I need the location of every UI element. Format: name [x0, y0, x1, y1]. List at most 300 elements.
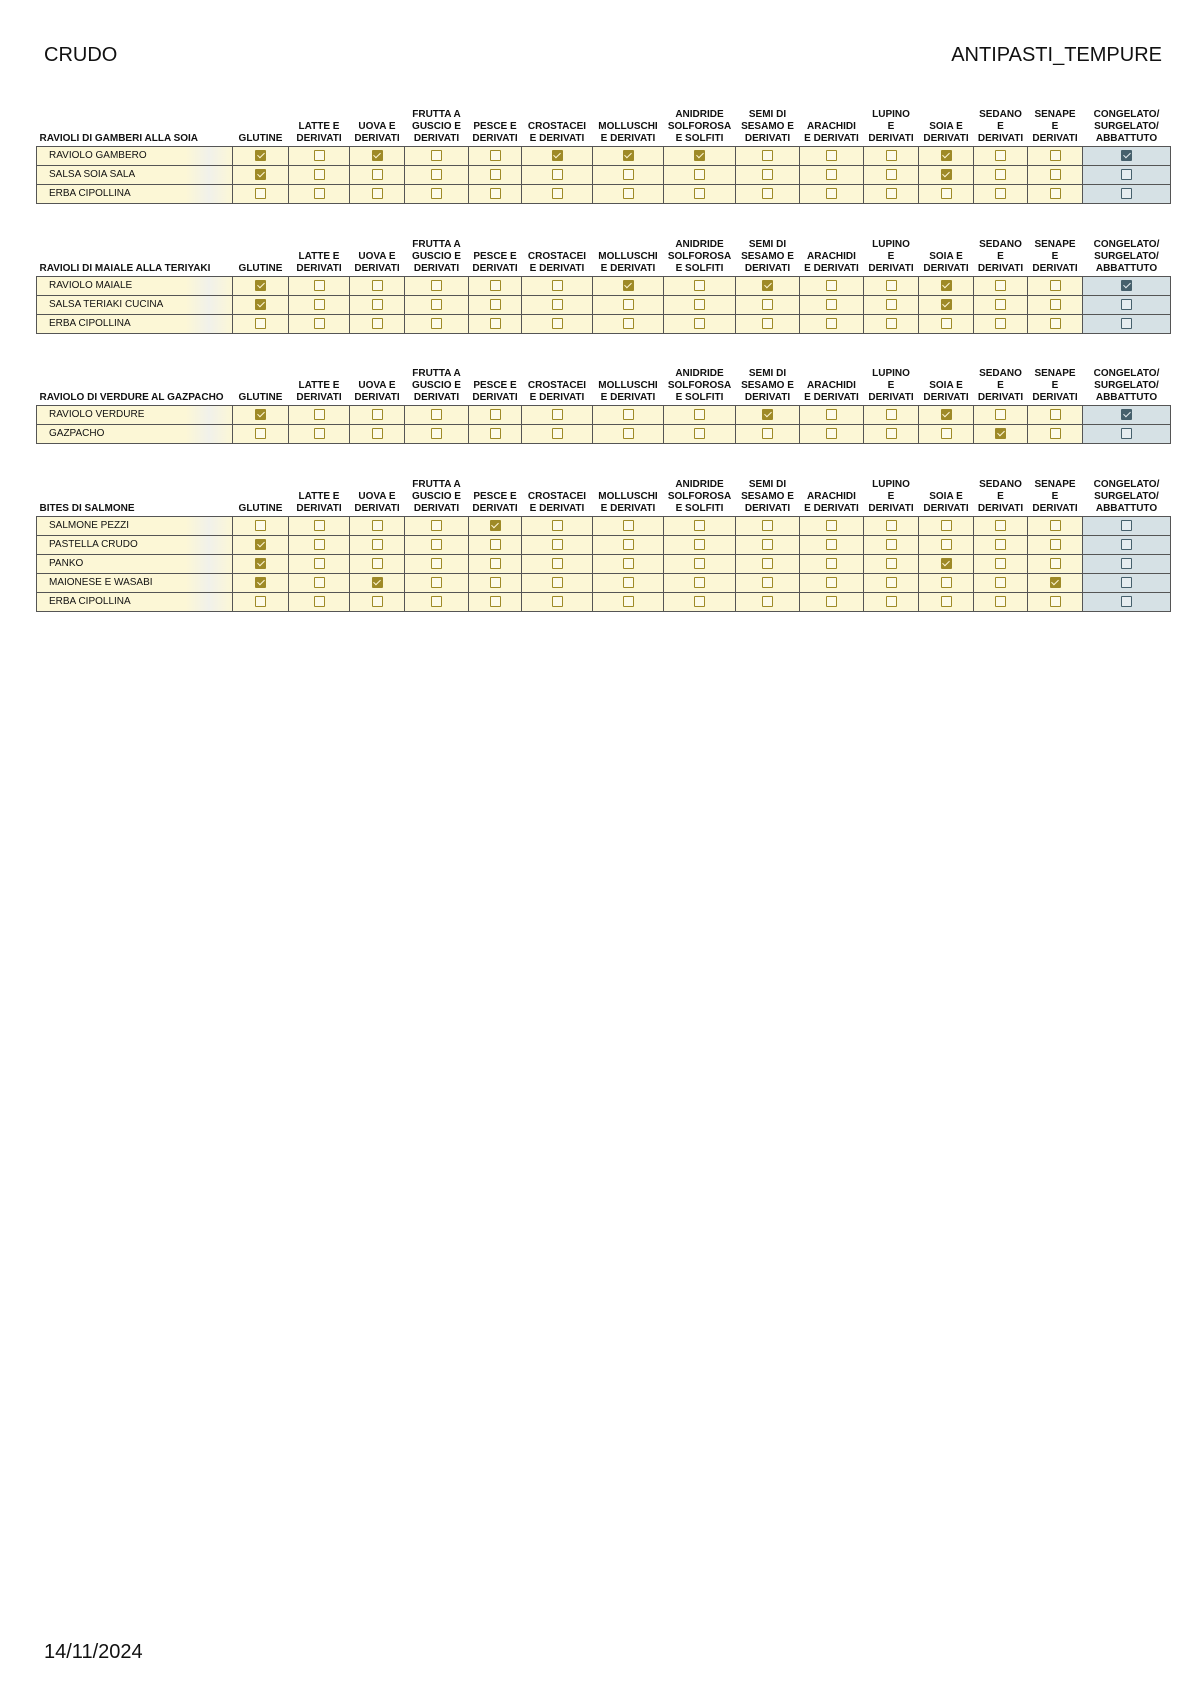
checked-checkbox[interactable]: [762, 409, 773, 420]
allergen-column-header: SENAPE E DERIVATI: [1032, 367, 1078, 403]
unchecked-checkbox[interactable]: [314, 520, 325, 531]
allergen-cell: [593, 314, 664, 333]
allergen-cell: [1028, 165, 1083, 184]
allergen-cell: [800, 276, 864, 295]
allergen-column-header: CONGELATO/ SURGELATO/ ABBATTUTO: [1093, 367, 1160, 403]
unchecked-checkbox[interactable]: [623, 577, 634, 588]
unchecked-checkbox[interactable]: [762, 299, 773, 310]
checked-checkbox[interactable]: [255, 169, 266, 180]
unchecked-checkbox[interactable]: [314, 280, 325, 291]
allergen-column-header: ARACHIDI E DERIVATI: [804, 490, 859, 514]
allergen-cell: [664, 424, 736, 443]
unchecked-checkbox[interactable]: [941, 539, 952, 550]
unchecked-checkbox[interactable]: [255, 520, 266, 531]
allergen-cell: [522, 184, 593, 203]
allergen-column-header: MOLLUSCHI E DERIVATI: [598, 250, 658, 274]
unchecked-checkbox[interactable]: [886, 169, 897, 180]
unchecked-checkbox[interactable]: [552, 280, 563, 291]
unchecked-checkbox[interactable]: [826, 280, 837, 291]
unchecked-checkbox[interactable]: [372, 299, 383, 310]
allergen-cell: [1083, 165, 1171, 184]
allergen-cell: [593, 592, 664, 611]
unchecked-checkbox[interactable]: [826, 577, 837, 588]
allergen-cell: [864, 405, 919, 424]
unchecked-checkbox[interactable]: [886, 150, 897, 161]
unchecked-checkbox[interactable]: [623, 299, 634, 310]
allergen-cell: [469, 276, 522, 295]
unchecked-checkbox[interactable]: [372, 520, 383, 531]
allergen-cell: [233, 295, 289, 314]
allergen-cell: [522, 573, 593, 592]
allergen-cell: [405, 573, 469, 592]
checked-checkbox[interactable]: [255, 577, 266, 588]
allergen-cell: [919, 535, 974, 554]
allergen-cell: [919, 573, 974, 592]
unchecked-checkbox[interactable]: [372, 428, 383, 439]
unchecked-checkbox[interactable]: [886, 577, 897, 588]
allergen-cell: [664, 314, 736, 333]
allergen-column-header: UOVA E DERIVATI: [354, 250, 400, 274]
unchecked-checkbox[interactable]: [762, 428, 773, 439]
allergen-cell: [736, 276, 800, 295]
unchecked-checkbox[interactable]: [694, 169, 705, 180]
unchecked-checkbox[interactable]: [1050, 299, 1061, 310]
allergen-cell: [1083, 295, 1171, 314]
checked-checkbox[interactable]: [694, 150, 705, 161]
unchecked-checkbox[interactable]: [552, 520, 563, 531]
allergen-cell: [289, 295, 350, 314]
unchecked-checkbox[interactable]: [552, 428, 563, 439]
unchecked-checkbox[interactable]: [1121, 318, 1132, 329]
unchecked-checkbox[interactable]: [314, 318, 325, 329]
unchecked-checkbox[interactable]: [995, 318, 1006, 329]
unchecked-checkbox[interactable]: [995, 409, 1006, 420]
unchecked-checkbox[interactable]: [886, 280, 897, 291]
checked-checkbox[interactable]: [552, 150, 563, 161]
allergen-cell: [864, 184, 919, 203]
allergen-cell: [289, 314, 350, 333]
unchecked-checkbox[interactable]: [1121, 520, 1132, 531]
unchecked-checkbox[interactable]: [431, 299, 442, 310]
table-row: [37, 592, 1171, 611]
checked-checkbox[interactable]: [372, 577, 383, 588]
allergen-cell: [864, 516, 919, 535]
allergen-cell: [919, 314, 974, 333]
unchecked-checkbox[interactable]: [623, 318, 634, 329]
allergen-cell: [233, 405, 289, 424]
unchecked-checkbox[interactable]: [995, 150, 1006, 161]
allergen-cell: [405, 554, 469, 573]
unchecked-checkbox[interactable]: [552, 188, 563, 199]
unchecked-checkbox[interactable]: [941, 428, 952, 439]
unchecked-checkbox[interactable]: [941, 520, 952, 531]
unchecked-checkbox[interactable]: [314, 169, 325, 180]
allergen-cell: [469, 314, 522, 333]
unchecked-checkbox[interactable]: [623, 539, 634, 550]
allergen-column-header: MOLLUSCHI E DERIVATI: [598, 379, 658, 403]
allergen-column-header: ARACHIDI E DERIVATI: [804, 379, 859, 403]
allergen-cell: [736, 424, 800, 443]
unchecked-checkbox[interactable]: [1121, 169, 1132, 180]
allergen-column-header: MOLLUSCHI E DERIVATI: [598, 120, 658, 144]
allergen-section: [36, 104, 1170, 204]
allergen-cell: [736, 184, 800, 203]
allergen-cell: [593, 554, 664, 573]
unchecked-checkbox[interactable]: [694, 428, 705, 439]
checked-checkbox[interactable]: [941, 299, 952, 310]
unchecked-checkbox[interactable]: [431, 539, 442, 550]
allergen-column-header: ANIDRIDE SOLFOROSA E SOLFITI: [667, 367, 732, 403]
unchecked-checkbox[interactable]: [1050, 558, 1061, 569]
ingredient-name: ERBA CIPOLLINA: [37, 592, 233, 611]
allergen-column-header: PESCE E DERIVATI: [472, 120, 518, 144]
allergen-cell: [864, 146, 919, 165]
allergen-cell: [1083, 592, 1171, 611]
unchecked-checkbox[interactable]: [1121, 188, 1132, 199]
unchecked-checkbox[interactable]: [1050, 596, 1061, 607]
unchecked-checkbox[interactable]: [1121, 577, 1132, 588]
checked-checkbox[interactable]: [490, 520, 501, 531]
unchecked-checkbox[interactable]: [886, 318, 897, 329]
table-row: [37, 146, 1171, 165]
unchecked-checkbox[interactable]: [694, 558, 705, 569]
unchecked-checkbox[interactable]: [314, 409, 325, 420]
unchecked-checkbox[interactable]: [995, 577, 1006, 588]
unchecked-checkbox[interactable]: [995, 188, 1006, 199]
allergen-cell: [469, 146, 522, 165]
ingredient-name: SALSA TERIAKI CUCINA: [37, 295, 233, 314]
unchecked-checkbox[interactable]: [490, 558, 501, 569]
unchecked-checkbox[interactable]: [552, 539, 563, 550]
checked-checkbox[interactable]: [255, 558, 266, 569]
allergen-cell: [289, 184, 350, 203]
unchecked-checkbox[interactable]: [995, 520, 1006, 531]
ingredient-name: PASTELLA CRUDO: [37, 535, 233, 554]
unchecked-checkbox[interactable]: [431, 596, 442, 607]
unchecked-checkbox[interactable]: [431, 188, 442, 199]
unchecked-checkbox[interactable]: [694, 318, 705, 329]
unchecked-checkbox[interactable]: [694, 539, 705, 550]
unchecked-checkbox[interactable]: [255, 428, 266, 439]
unchecked-checkbox[interactable]: [623, 169, 634, 180]
unchecked-checkbox[interactable]: [552, 558, 563, 569]
unchecked-checkbox[interactable]: [826, 520, 837, 531]
unchecked-checkbox[interactable]: [826, 188, 837, 199]
unchecked-checkbox[interactable]: [490, 577, 501, 588]
unchecked-checkbox[interactable]: [995, 299, 1006, 310]
unchecked-checkbox[interactable]: [314, 299, 325, 310]
allergen-table: [36, 474, 1171, 612]
unchecked-checkbox[interactable]: [886, 539, 897, 550]
checked-checkbox[interactable]: [1121, 280, 1132, 291]
unchecked-checkbox[interactable]: [1050, 539, 1061, 550]
allergen-cell: [1028, 573, 1083, 592]
unchecked-checkbox[interactable]: [826, 539, 837, 550]
allergen-cell: [974, 184, 1028, 203]
allergen-column-header: CROSTACEI E DERIVATI: [527, 490, 587, 514]
unchecked-checkbox[interactable]: [1121, 596, 1132, 607]
checked-checkbox[interactable]: [1121, 150, 1132, 161]
unchecked-checkbox[interactable]: [314, 428, 325, 439]
unchecked-checkbox[interactable]: [431, 409, 442, 420]
checked-checkbox[interactable]: [762, 280, 773, 291]
unchecked-checkbox[interactable]: [1050, 409, 1061, 420]
unchecked-checkbox[interactable]: [552, 577, 563, 588]
allergen-cell: [664, 146, 736, 165]
unchecked-checkbox[interactable]: [762, 188, 773, 199]
unchecked-checkbox[interactable]: [1050, 520, 1061, 531]
allergen-column-header: SEMI DI SESAMO E DERIVATI: [741, 367, 794, 403]
unchecked-checkbox[interactable]: [623, 520, 634, 531]
unchecked-checkbox[interactable]: [694, 280, 705, 291]
allergen-cell: [233, 146, 289, 165]
unchecked-checkbox[interactable]: [826, 558, 837, 569]
allergen-cell: [974, 405, 1028, 424]
unchecked-checkbox[interactable]: [694, 299, 705, 310]
allergen-section: [36, 474, 1170, 612]
unchecked-checkbox[interactable]: [762, 169, 773, 180]
unchecked-checkbox[interactable]: [372, 318, 383, 329]
allergen-cell: [1028, 295, 1083, 314]
unchecked-checkbox[interactable]: [694, 520, 705, 531]
allergen-column-header: LUPINO E DERIVATI: [868, 238, 914, 274]
allergen-column-header: ARACHIDI E DERIVATI: [804, 250, 859, 274]
unchecked-checkbox[interactable]: [552, 596, 563, 607]
unchecked-checkbox[interactable]: [694, 188, 705, 199]
unchecked-checkbox[interactable]: [826, 150, 837, 161]
unchecked-checkbox[interactable]: [552, 169, 563, 180]
allergen-cell: [974, 146, 1028, 165]
checked-checkbox[interactable]: [941, 409, 952, 420]
unchecked-checkbox[interactable]: [431, 169, 442, 180]
unchecked-checkbox[interactable]: [431, 577, 442, 588]
unchecked-checkbox[interactable]: [623, 558, 634, 569]
unchecked-checkbox[interactable]: [623, 596, 634, 607]
unchecked-checkbox[interactable]: [1121, 558, 1132, 569]
unchecked-checkbox[interactable]: [623, 428, 634, 439]
checked-checkbox[interactable]: [995, 428, 1006, 439]
allergen-cell: [664, 295, 736, 314]
unchecked-checkbox[interactable]: [941, 318, 952, 329]
unchecked-checkbox[interactable]: [826, 169, 837, 180]
allergen-cell: [289, 516, 350, 535]
allergen-column-header: LUPINO E DERIVATI: [868, 478, 914, 514]
header-right-title: ANTIPASTI_TEMPURE: [951, 44, 1162, 66]
unchecked-checkbox[interactable]: [1050, 188, 1061, 199]
unchecked-checkbox[interactable]: [431, 520, 442, 531]
unchecked-checkbox[interactable]: [941, 188, 952, 199]
unchecked-checkbox[interactable]: [886, 299, 897, 310]
checked-checkbox[interactable]: [1121, 409, 1132, 420]
unchecked-checkbox[interactable]: [762, 539, 773, 550]
allergen-column-header: GLUTINE: [238, 391, 283, 403]
allergen-cell: [1083, 516, 1171, 535]
unchecked-checkbox[interactable]: [941, 577, 952, 588]
unchecked-checkbox[interactable]: [490, 318, 501, 329]
allergen-cell: [974, 314, 1028, 333]
unchecked-checkbox[interactable]: [762, 150, 773, 161]
allergen-cell: [405, 592, 469, 611]
unchecked-checkbox[interactable]: [372, 596, 383, 607]
unchecked-checkbox[interactable]: [826, 596, 837, 607]
allergen-cell: [800, 184, 864, 203]
unchecked-checkbox[interactable]: [995, 539, 1006, 550]
allergen-cell: [664, 276, 736, 295]
table-header-row: [37, 474, 1171, 516]
unchecked-checkbox[interactable]: [490, 169, 501, 180]
unchecked-checkbox[interactable]: [886, 596, 897, 607]
allergen-cell: [593, 184, 664, 203]
unchecked-checkbox[interactable]: [490, 299, 501, 310]
unchecked-checkbox[interactable]: [762, 558, 773, 569]
allergen-cell: [864, 592, 919, 611]
unchecked-checkbox[interactable]: [886, 409, 897, 420]
unchecked-checkbox[interactable]: [552, 409, 563, 420]
allergen-cell: [593, 405, 664, 424]
checked-checkbox[interactable]: [941, 558, 952, 569]
unchecked-checkbox[interactable]: [886, 188, 897, 199]
allergen-cell: [664, 405, 736, 424]
unchecked-checkbox[interactable]: [490, 150, 501, 161]
unchecked-checkbox[interactable]: [490, 280, 501, 291]
allergen-column-header: SEMI DI SESAMO E DERIVATI: [741, 478, 794, 514]
allergen-cell: [974, 573, 1028, 592]
allergen-cell: [522, 516, 593, 535]
unchecked-checkbox[interactable]: [255, 596, 266, 607]
allergen-cell: [350, 424, 405, 443]
unchecked-checkbox[interactable]: [372, 280, 383, 291]
unchecked-checkbox[interactable]: [995, 558, 1006, 569]
unchecked-checkbox[interactable]: [490, 409, 501, 420]
unchecked-checkbox[interactable]: [694, 596, 705, 607]
unchecked-checkbox[interactable]: [623, 188, 634, 199]
allergen-column-header: FRUTTA A GUSCIO E DERIVATI: [412, 478, 461, 514]
allergen-cell: [289, 592, 350, 611]
unchecked-checkbox[interactable]: [314, 150, 325, 161]
checked-checkbox[interactable]: [372, 150, 383, 161]
unchecked-checkbox[interactable]: [762, 596, 773, 607]
checked-checkbox[interactable]: [255, 299, 266, 310]
checked-checkbox[interactable]: [941, 150, 952, 161]
unchecked-checkbox[interactable]: [826, 299, 837, 310]
unchecked-checkbox[interactable]: [490, 596, 501, 607]
checked-checkbox[interactable]: [255, 409, 266, 420]
unchecked-checkbox[interactable]: [431, 428, 442, 439]
unchecked-checkbox[interactable]: [694, 409, 705, 420]
unchecked-checkbox[interactable]: [941, 596, 952, 607]
unchecked-checkbox[interactable]: [431, 150, 442, 161]
unchecked-checkbox[interactable]: [314, 596, 325, 607]
unchecked-checkbox[interactable]: [314, 558, 325, 569]
unchecked-checkbox[interactable]: [255, 318, 266, 329]
unchecked-checkbox[interactable]: [1121, 299, 1132, 310]
unchecked-checkbox[interactable]: [886, 558, 897, 569]
allergen-column-header: GLUTINE: [238, 262, 283, 274]
unchecked-checkbox[interactable]: [762, 520, 773, 531]
dish-title: RAVIOLO DI VERDURE AL GAZPACHO: [39, 391, 224, 403]
unchecked-checkbox[interactable]: [372, 169, 383, 180]
unchecked-checkbox[interactable]: [314, 188, 325, 199]
unchecked-checkbox[interactable]: [1050, 150, 1061, 161]
unchecked-checkbox[interactable]: [995, 280, 1006, 291]
allergen-cell: [233, 165, 289, 184]
ingredient-name: RAVIOLO GAMBERO: [37, 146, 233, 165]
checked-checkbox[interactable]: [623, 280, 634, 291]
unchecked-checkbox[interactable]: [1050, 280, 1061, 291]
unchecked-checkbox[interactable]: [255, 188, 266, 199]
allergen-cell: [350, 146, 405, 165]
allergen-cell: [233, 184, 289, 203]
ingredient-name: PANKO: [37, 554, 233, 573]
unchecked-checkbox[interactable]: [1121, 539, 1132, 550]
unchecked-checkbox[interactable]: [490, 188, 501, 199]
unchecked-checkbox[interactable]: [623, 409, 634, 420]
allergen-cell: [864, 573, 919, 592]
checked-checkbox[interactable]: [255, 150, 266, 161]
allergen-column-header: SEMI DI SESAMO E DERIVATI: [741, 238, 794, 274]
allergen-cell: [289, 165, 350, 184]
unchecked-checkbox[interactable]: [1050, 428, 1061, 439]
checked-checkbox[interactable]: [255, 280, 266, 291]
allergen-cell: [593, 516, 664, 535]
allergen-column-header: ANIDRIDE SOLFOROSA E SOLFITI: [667, 108, 732, 144]
unchecked-checkbox[interactable]: [431, 558, 442, 569]
ingredient-name: ERBA CIPOLLINA: [37, 314, 233, 333]
allergen-cell: [522, 405, 593, 424]
unchecked-checkbox[interactable]: [431, 280, 442, 291]
dish-title: RAVIOLI DI GAMBERI ALLA SOIA: [39, 132, 199, 144]
allergen-cell: [864, 314, 919, 333]
checked-checkbox[interactable]: [941, 280, 952, 291]
unchecked-checkbox[interactable]: [995, 169, 1006, 180]
unchecked-checkbox[interactable]: [826, 318, 837, 329]
allergen-cell: [919, 295, 974, 314]
unchecked-checkbox[interactable]: [1121, 428, 1132, 439]
unchecked-checkbox[interactable]: [552, 318, 563, 329]
allergen-table: [36, 234, 1171, 334]
checked-checkbox[interactable]: [255, 539, 266, 550]
unchecked-checkbox[interactable]: [826, 428, 837, 439]
unchecked-checkbox[interactable]: [762, 577, 773, 588]
checked-checkbox[interactable]: [1050, 577, 1061, 588]
table-row: [37, 276, 1171, 295]
unchecked-checkbox[interactable]: [490, 539, 501, 550]
unchecked-checkbox[interactable]: [431, 318, 442, 329]
unchecked-checkbox[interactable]: [372, 539, 383, 550]
allergen-column-header: CONGELATO/ SURGELATO/ ABBATTUTO: [1093, 238, 1160, 274]
unchecked-checkbox[interactable]: [372, 558, 383, 569]
allergen-column-header: LATTE E DERIVATI: [296, 379, 342, 403]
checked-checkbox[interactable]: [623, 150, 634, 161]
unchecked-checkbox[interactable]: [762, 318, 773, 329]
allergen-cell: [974, 592, 1028, 611]
unchecked-checkbox[interactable]: [995, 596, 1006, 607]
unchecked-checkbox[interactable]: [372, 409, 383, 420]
unchecked-checkbox[interactable]: [314, 577, 325, 588]
unchecked-checkbox[interactable]: [552, 299, 563, 310]
unchecked-checkbox[interactable]: [886, 520, 897, 531]
unchecked-checkbox[interactable]: [886, 428, 897, 439]
unchecked-checkbox[interactable]: [1050, 169, 1061, 180]
unchecked-checkbox[interactable]: [826, 409, 837, 420]
unchecked-checkbox[interactable]: [1050, 318, 1061, 329]
checked-checkbox[interactable]: [941, 169, 952, 180]
unchecked-checkbox[interactable]: [372, 188, 383, 199]
unchecked-checkbox[interactable]: [694, 577, 705, 588]
unchecked-checkbox[interactable]: [490, 428, 501, 439]
unchecked-checkbox[interactable]: [314, 539, 325, 550]
allergen-cell: [469, 535, 522, 554]
